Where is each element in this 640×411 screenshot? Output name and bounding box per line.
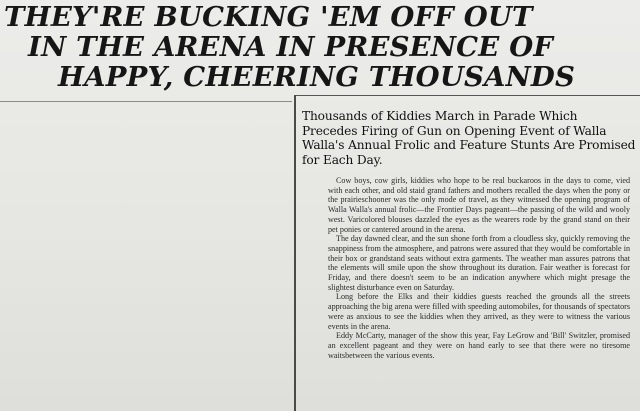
- headline-line-3: HAPPY, CHEERING THOUSANDS: [58, 61, 576, 93]
- article-paragraph-1: Cow boys, cow girls, kiddies who hope to be real buckaroos in the days to come, vied with each other, and old staid grand fathers and mothers recalled the days when the pony or the prairieschooner was the only mode of travel, as they witnessed the opening program of Walla Walla's annual frolic—the Frontier Days pageant—the passing of the wild and wooly west. Varicolored blouses dazzled the eyes as the wearers rode by the grand stand on their pet ponies or cantered around in the arena.: [328, 176, 630, 234]
- column-divider: [294, 95, 296, 411]
- article-paragraph-3: Long before the Elks and their kiddies guests reached the grounds all the streets approaching the big arena were filled with speeding automobiles, for thousands of spectators were as anxious to see the kiddies when they arrived, as they were to witness the various events in the arena.: [328, 292, 630, 331]
- article-body: [328, 176, 630, 360]
- subheadline-deck: Thousands of Kiddies March in Parade Which Precedes Firing of Gun on Opening Event of Walla Walla's Annual Frolic and Feature Stunts Are Promised for Each Day.: [302, 109, 636, 167]
- article-paragraph-4: Eddy McCarty, manager of the show this year, Fay LeGrow and 'Bill' Switzler, promised an excellent pageant and they were on hand early to see that there were no tiresome waitsbetween the various events.: [328, 331, 630, 360]
- headline: [0, 2, 640, 92]
- article-paragraph-2: The day dawned clear, and the sun shone forth from a cloudless sky, quickly removing the snappiness from the atmosphere, and patrons were assured that they would be comfortable in their box or grandstand seats without extra garments. The weather man assures patrons that the elements will smile upon the show throughout its duration. Fair weather is forecast for Friday, and there doesn't seem to be an indication anywhere which might presage the slightest disturbance even on Saturday.: [328, 234, 630, 292]
- horizontal-rule-left: [0, 101, 292, 102]
- headline-line-1: THEY'RE BUCKING 'EM OFF OUT: [4, 1, 533, 33]
- horizontal-rule-right: [296, 95, 640, 96]
- headline-line-2: IN THE ARENA IN PRESENCE OF: [28, 31, 554, 63]
